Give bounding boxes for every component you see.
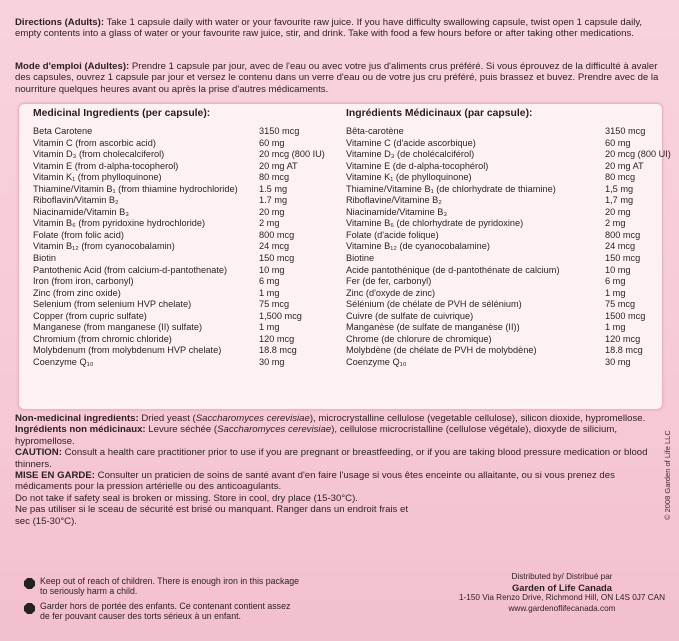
ingredient-name: Beta Carotene	[33, 126, 93, 136]
ingredient-amount: 1,7 mg	[605, 195, 634, 206]
distributor-address: 1-150 Via Renzo Drive, Richmond Hill, ON L4S 0J7 CAN	[459, 593, 665, 603]
non-medicinal-fr-label: Ingrédients non médicinaux:	[15, 424, 146, 436]
directions-en	[15, 17, 670, 40]
ingredient-amount: 75 mcg	[605, 299, 636, 310]
ingredient-row	[346, 322, 651, 334]
ingredient-amount: 20 mg	[605, 206, 631, 217]
ingredient-name: Pantothenic Acid (from calcium-d-pantothenate)	[33, 264, 228, 275]
ingredient-amount: 1 mg	[605, 287, 626, 298]
ingredient-amount: 20 mg	[259, 206, 285, 217]
ingredient-name: Chrome (de chlorure de chromique)	[346, 333, 492, 344]
ingredient-amount: 120 mcg	[259, 333, 295, 344]
non-medicinal-en-label: Non-medicinal ingredients:	[15, 413, 139, 424]
ingredient-name: Cuivre (de sulfate de cuivrique)	[346, 310, 474, 321]
ingredient-row	[346, 126, 651, 138]
warning-fr: Garder hors de portée des enfants. Ce contenant contient assez de fer pouvant causer des torts sérieux à un enfant.	[40, 601, 291, 621]
ingredient-name: Vitamine K₁ (de phylloquinone)	[346, 172, 472, 183]
ingredient-row	[33, 161, 333, 173]
ingredients-fr-title: Ingrédients Médicinaux (par capsule):	[346, 108, 533, 119]
ingredient-name: Coenzyme Q₁₀	[346, 356, 407, 367]
ingredient-amount: 2 mg	[605, 218, 626, 229]
ingredient-row	[33, 138, 333, 150]
ingredient-row	[346, 345, 651, 357]
non-medicinal-fr-species: Saccharomyces cerevisiae	[217, 424, 332, 436]
ingredient-name: Bêta-carotène	[346, 126, 404, 136]
ingredient-name: Vitamin E (from d-alpha-tocopherol)	[33, 160, 179, 171]
ingredient-amount: 20 mcg (800 UI)	[605, 149, 671, 160]
ingredients-en-title: Medicinal Ingredients (per capsule):	[33, 108, 211, 119]
ingredient-amount: 3150 mcg	[259, 126, 300, 136]
ingredient-row	[33, 184, 333, 196]
ingredient-name: Zinc (from zinc oxide)	[33, 287, 121, 298]
ingredient-amount: 1.5 mg	[259, 183, 288, 194]
ingredient-name: Copper (from cupric sulfate)	[33, 310, 147, 321]
ingredients-fr	[346, 108, 671, 368]
caution-en	[15, 447, 665, 470]
ingredient-name: Niacinamide/Vitamine B₃	[346, 206, 448, 217]
ingredient-name: Zinc (d'oxyde de zinc)	[346, 287, 436, 298]
ingredient-row	[346, 172, 651, 184]
copyright: © 2008 Garden of Life LLC	[663, 430, 672, 520]
ingredient-amount: 1 mg	[259, 287, 280, 298]
ingredient-row	[346, 207, 651, 219]
non-medicinal-fr-text-a: Levure séchée (	[145, 424, 218, 436]
ingredient-amount: 80 mcg	[605, 172, 636, 183]
storage-en: Do not take if safety seal is broken or missing. Store in cool, dry place (15-30°C).	[15, 492, 358, 504]
distributor-website: www.gardenoflifecanada.com	[508, 603, 616, 613]
ingredient-name: Riboflavin/Vitamin B₂	[33, 195, 119, 206]
ingredients-panel	[18, 103, 671, 410]
ingredient-amount: 800 mcg	[605, 229, 641, 240]
ingredient-amount: 18.8 mcg	[605, 345, 643, 356]
ingredient-amount: 800 mcg	[259, 229, 295, 240]
directions-fr-label: Mode d'emploi (Adultes):	[15, 61, 130, 72]
ingredient-row	[346, 357, 651, 369]
ingredient-name: Iron (from iron, carbonyl)	[33, 276, 134, 287]
distributor-label: Distributed by/ Distribué par	[511, 572, 613, 581]
ingredient-row	[33, 207, 333, 219]
ingredient-row	[33, 276, 333, 288]
ingredient-name: Sélénium (de chélate de PVH de sélénium)	[346, 299, 522, 310]
ingredient-amount: 6 mg	[259, 276, 280, 287]
caution-en-label: CAUTION:	[15, 447, 62, 459]
ingredient-name: Vitamin C (from ascorbic acid)	[33, 137, 156, 148]
directions-fr	[15, 61, 670, 95]
non-medicinal-en-species: Saccharomyces cerevisiae	[195, 413, 310, 424]
distributor-name: Garden of Life Canada	[511, 581, 613, 593]
ingredient-name: Selenium (from selenium HVP chelate)	[33, 299, 192, 310]
directions-en-text: Take 1 capsule daily with water or your favourite raw juice. If you have difficulty swallowing capsule, twist open 1 capsule daily, empty contents into a glass of water or your favourite raw juice, stir, and drink. Take with food a few hours before or after taking other medications.	[15, 17, 643, 40]
ingredient-row	[33, 230, 333, 242]
ingredients-fr-list	[346, 126, 671, 368]
label-sections	[15, 413, 665, 527]
non-medicinal-en-text-a: Dried yeast (	[138, 413, 196, 424]
ingredient-name: Riboflavine/Vitamine B₂	[346, 195, 442, 206]
ingredient-row	[33, 357, 333, 369]
ingredient-row	[346, 138, 651, 150]
ingredient-name: Biotine	[346, 253, 375, 264]
caution-fr-text: Consulter un praticien de soins de santé avant d'en faire l'usage si vous êtes enceinte ou allaitante, ou si vous prenez des médicaments pour la pression artérielle ou des anticoagulants.	[15, 470, 615, 493]
ingredient-amount: 60 mg	[605, 137, 631, 148]
warning-octagon-icon	[24, 578, 35, 589]
ingredient-row	[33, 322, 333, 334]
ingredient-row	[346, 276, 651, 288]
ingredient-name: Vitamin B₆ (from pyridoxine hydrochloride)	[33, 218, 206, 229]
ingredient-row	[33, 241, 333, 253]
ingredient-name: Vitamin B₁₂ (from cyanocobalamin)	[33, 241, 175, 252]
ingredient-amount: 1,5 mg	[605, 183, 634, 194]
directions-fr-text: Prendre 1 capsule par jour, avec de l'eau ou avec votre jus d'aliments crus préféré. Si vous éprouvez de la difficulté à avaler des capsules, ouvrez 1 capsule par jour et versez le contenu dans un verre d'eau ou de votre jus cru préféré, puis brassez et buvez. Prendre avec de la nourriture quelques heures avant ou après la prise d'autres médicaments.	[15, 61, 659, 95]
ingredient-row	[346, 288, 651, 300]
distributor-block	[452, 572, 672, 614]
ingredient-row	[346, 311, 651, 323]
ingredient-amount: 75 mcg	[259, 299, 290, 310]
directions-en-label: Directions (Adults):	[15, 17, 105, 28]
ingredient-amount: 10 mg	[259, 264, 285, 275]
ingredient-row	[346, 218, 651, 230]
ingredient-row	[346, 149, 671, 161]
ingredient-row	[346, 299, 651, 311]
ingredient-amount: 80 mcg	[259, 172, 290, 183]
ingredient-row	[346, 265, 651, 277]
non-medicinal-fr-text-b: ), cellulose microcristalline (cellulose végétale), dioxyde de silicium, hypromellose.	[15, 424, 617, 447]
ingredient-amount: 24 mcg	[259, 241, 290, 252]
ingredient-name: Thiamine/Vitamine B₁ (de chlorhydrate de thiamine)	[346, 183, 556, 194]
ingredients-en	[33, 108, 333, 368]
ingredient-row	[33, 288, 333, 300]
ingredient-amount: 30 mg	[605, 356, 631, 367]
ingredient-name: Chromium (from chromic chloride)	[33, 333, 172, 344]
non-medicinal-en-text-b: ), microcrystalline cellulose (vegetable cellulose), silicon dioxide, hypromellose.	[309, 413, 646, 424]
ingredient-name: Vitamin K₁ (from phylloquinone)	[33, 172, 162, 183]
ingredient-name: Biotin	[33, 253, 56, 264]
ingredient-amount: 3150 mcg	[605, 126, 646, 136]
ingredient-amount: 18.8 mcg	[259, 345, 297, 356]
ingredient-amount: 60 mg	[259, 137, 285, 148]
ingredient-amount: 150 mcg	[259, 253, 295, 264]
ingredient-amount: 1 mg	[259, 322, 280, 333]
ingredient-name: Folate (d'acide folique)	[346, 229, 439, 240]
ingredient-amount: 20 mg AT	[605, 160, 644, 171]
ingredient-name: Niacinamide/Vitamin B₃	[33, 206, 129, 217]
ingredient-row	[33, 195, 333, 207]
ingredient-row	[33, 345, 333, 357]
ingredient-name: Thiamine/Vitamin B₁ (from thiamine hydrochloride)	[33, 183, 238, 194]
non-medicinal-en	[15, 413, 665, 424]
ingredient-row	[33, 265, 333, 277]
ingredient-row	[346, 195, 651, 207]
ingredient-name: Molybdenum (from molybdenum HVP chelate)	[33, 345, 222, 356]
ingredient-row	[33, 299, 333, 311]
ingredient-amount: 30 mg	[259, 356, 285, 367]
ingredient-amount: 1500 mcg	[605, 310, 646, 321]
ingredient-name: Vitamine C (d'acide ascorbique)	[346, 137, 476, 148]
ingredient-row	[346, 334, 651, 346]
ingredient-name: Vitamine E (de d-alpha-tocophérol)	[346, 160, 489, 171]
warning-octagon-icon	[24, 603, 35, 614]
ingredient-amount: 2 mg	[259, 218, 280, 229]
ingredient-amount: 1 mg	[605, 322, 626, 333]
ingredient-row	[346, 161, 651, 173]
ingredient-name: Vitamin D₃ (from cholecalciferol)	[33, 149, 165, 160]
ingredient-name: Folate (from folic acid)	[33, 229, 124, 240]
ingredient-row	[33, 253, 333, 265]
caution-en-text: Consult a health care practitioner prior to use if you are pregnant or breastfeeding, or if you are taking blood pressure medication or blood thinners.	[15, 447, 648, 470]
ingredient-amount: 6 mg	[605, 276, 626, 287]
ingredient-amount: 24 mcg	[605, 241, 636, 252]
caution-fr	[15, 470, 665, 493]
ingredient-row	[33, 334, 333, 346]
ingredient-name: Vitamine B₆ (de chlorhydrate de pyridoxine)	[346, 218, 524, 229]
ingredient-row	[33, 149, 333, 161]
ingredient-amount: 150 mcg	[605, 253, 641, 264]
ingredient-row	[33, 218, 333, 230]
ingredient-amount: 20 mcg (800 IU)	[259, 149, 325, 160]
ingredient-amount: 1.7 mg	[259, 195, 288, 206]
ingredient-name: Manganese (from manganese (II) sulfate)	[33, 322, 203, 333]
ingredient-row	[346, 241, 651, 253]
ingredient-name: Coenzyme Q₁₀	[33, 356, 94, 367]
ingredient-row	[346, 230, 651, 242]
ingredient-row	[33, 126, 333, 138]
ingredient-amount: 20 mg AT	[259, 160, 298, 171]
ingredient-name: Vitamine B₁₂ (de cyanocobalamine)	[346, 241, 490, 252]
ingredient-row	[346, 253, 651, 265]
non-medicinal-fr	[15, 424, 665, 447]
ingredient-name: Fer (de fer, carbonyl)	[346, 276, 432, 287]
ingredient-amount: 10 mg	[605, 264, 631, 275]
ingredient-row	[346, 184, 651, 196]
ingredient-amount: 120 mcg	[605, 333, 641, 344]
ingredient-name: Manganèse (de sulfate de manganèse (II))	[346, 322, 520, 333]
ingredient-amount: 1,500 mcg	[259, 310, 302, 321]
ingredient-name: Acide pantothénique (de d-pantothénate de calcium)	[346, 264, 560, 275]
warning-en: Keep out of reach of children. There is enough iron in this package to seriously harm a child.	[40, 576, 300, 596]
ingredient-name: Molybdène (de chélate de PVH de molybdène)	[346, 345, 537, 356]
ingredients-en-list	[33, 126, 333, 368]
ingredient-name: Vitamine D₃ (de cholécalciférol)	[346, 149, 475, 160]
storage-fr: Ne pas utiliser si le sceau de sécurité est brisé ou manquant. Ranger dans un endroit frais et sec (15-30°C).	[15, 504, 409, 527]
ingredient-row	[33, 311, 333, 323]
caution-fr-label: MISE EN GARDE:	[15, 470, 95, 482]
ingredient-row	[33, 172, 333, 184]
